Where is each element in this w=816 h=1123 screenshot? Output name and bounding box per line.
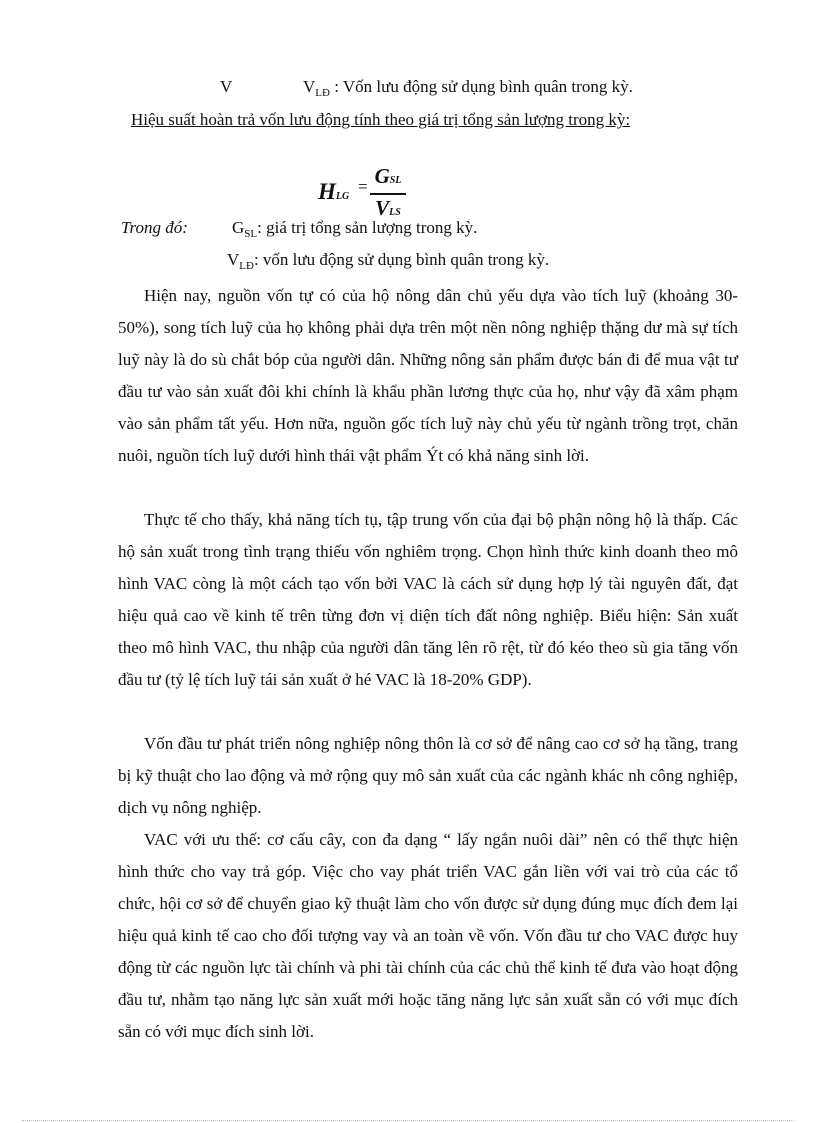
where-item-gsl: $G_{SL}$: giá trị tổng sản lượng trong kỳ. <box>232 218 478 240</box>
paragraph-4: VAC với ưu thế: cơ cấu cây, con đa dạng “ lấy ngắn nuôi dài” nên có thể thực hiện hình thức cho vay trả góp. Việc cho vay phát triển VAC gắn liền với vai trò của các tổ chức, hội cơ sở để chuyển giao kỹ thuật làm cho vốn được sử dụng đúng mục đích đem lại hiệu quả kinh tế cao cho đối tượng vay và an toàn về vốn. Vốn đầu tư cho VAC được huy động từ các nguồn lực tài chính và phi tài chính của các chủ thể kinh tế đưa vào hoạt động đầu tư, nhằm tạo năng lực sản xuất mới hoặc tăng năng lực sản xuất sẵn có với mục đích sẵn có với mục đích sinh lời. <box>118 830 738 1041</box>
variable-definition <box>303 77 633 99</box>
symbol-subscript: LĐ <box>315 87 330 99</box>
definition-text: : Vốn lưu động sử dụng bình quân trong kỳ. <box>329 77 633 96</box>
stray-symbol: V <box>220 77 233 96</box>
paragraph-3: Vốn đầu tư phát triển nông nghiệp nông thôn là cơ sở để nâng cao cơ sở hạ tầng, trang bị kỹ thuật cho lao động và mở rộng quy mô sản xuất của các ngành khác nh công nghiệp, dịch vụ nông nghiệp. <box>118 734 738 817</box>
formula-denominator: VLS <box>375 196 401 220</box>
symbol-v: V <box>303 77 316 96</box>
paragraph-1: Hiện nay, nguồn vốn tự có của hộ nông dân chủ yếu dựa vào tích luỹ (khoảng 30-50%), song tích luỹ của họ không phải dựa trên một nền nông nghiệp thặng dư mà sự tích luỹ này là do sù chắt bóp của người dân. Những nông sản phẩm được bán đi để mua vật tư đầu tư vào sản xuất đôi khi chính là khẩu phần lương thực của họ, như vậy đã xâm phạm vào sản phẩm tất yếu. Hơn nữa, nguồn gốc tích luỹ này chủ yếu từ ngành trồng trọt, chăn nuôi, nguồn tích luỹ dưới hình thái vật phẩm Ýt có khả năng sinh lời. <box>118 286 738 465</box>
where-label: Trong đó: <box>121 218 188 237</box>
page-bottom-rule <box>22 1120 794 1121</box>
formula-numerator: GSL <box>374 164 402 188</box>
section-heading: Hiệu suất hoàn trả vốn lưu động tính theo giá trị tổng sản lượng trong kỳ: <box>131 110 631 129</box>
formula-lhs: HLG <box>318 179 350 204</box>
formula-fraction <box>370 165 406 224</box>
fraction-bar <box>370 193 406 195</box>
where-item-vld: $V_{LĐ}$: vốn lưu động sử dụng bình quân trong kỳ. <box>227 250 550 272</box>
paragraph-2: Thực tế cho thấy, khả năng tích tụ, tập trung vốn của đại bộ phận nông hộ là thấp. Các hộ sản xuất trong tình trạng thiếu vốn nghiêm trọng. Chọn hình thức kinh doanh theo mô hình VAC còng là một cách tạo vốn bởi VAC là cách sử dụng hợp lý tài nguyên đất, đạt hiệu quả cao về kinh tế trên từng đơn vị diện tích đất nông nghiệp. Biểu hiện: Sản xuất theo mô hình VAC, thu nhập của người dân tăng lên rõ rệt, từ đó kéo theo sù gia tăng vốn đầu tư (tỷ lệ tích luỹ tái sản xuất ở hé VAC là 18-20% GDP). <box>118 510 738 689</box>
variable-definition-line <box>220 77 232 97</box>
formula-equals: = <box>358 177 368 196</box>
